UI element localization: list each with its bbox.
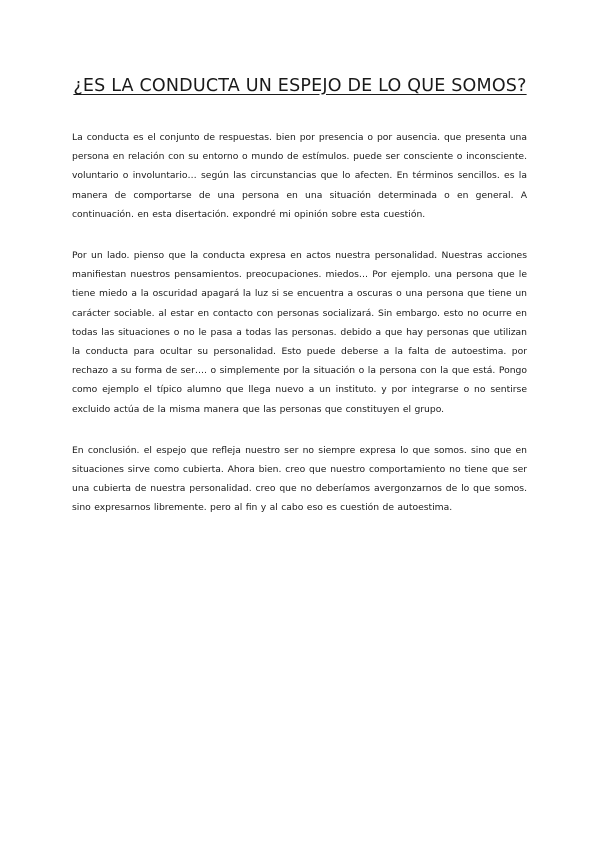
document-body <box>72 128 527 540</box>
document-title: ¿ES LA CONDUCTA UN ESPEJO DE LO QUE SOMOS? <box>73 76 527 96</box>
paragraph-introduction: La conducta es el conjunto de respuestas. bien por presencia o por ausencia. que presenta una persona en relación con su entorno o mundo de estímulos. puede ser consciente o inconsciente. voluntario o involuntario… según las circunstancias que lo afecten. En términos sencillos. es la manera de comportarse de una persona en una situación determinada o en general. A continuación. en esta disertación. expondré mi opinión sobre esta cuestión. <box>72 132 527 220</box>
paragraph-conclusion: En conclusión. el espejo que refleja nuestro ser no siempre expresa lo que somos. sino que en situaciones sirve como cubierta. Ahora bien. creo que nuestro comportamiento no tiene que ser una cubierta de nuestra personalidad. creo que no deberíamos avergonzarnos de lo que somos. sino expresarnos libremente. pero al fin y al cabo eso es cuestión de autoestima. <box>72 444 527 514</box>
paragraph-development: Por un lado. pienso que la conducta expresa en actos nuestra personalidad. Nuestras acciones manifiestan nuestros pensamientos. preocupaciones. miedos… Por ejemplo. una persona que le tiene miedo a la oscuridad apagará la luz si se encuentra a oscuras o una persona que tiene un carácter sociable. al estar en contacto con personas socializará. Sin embargo. esto no ocurre en todas las situaciones o no le pasa a todas las personas. debido a que hay personas que utilizan la conducta para ocultar su personalidad. Esto puede deberse a la falta de autoestima. por rechazo a su forma de ser…. o simplemente por la situación o la persona con la que está. Pongo como ejemplo el típico alumno que llega nuevo a un instituto. y por integrarse o no sentirse excluido actúa de la misma manera que las personas que constituyen el grupo. <box>72 250 527 415</box>
